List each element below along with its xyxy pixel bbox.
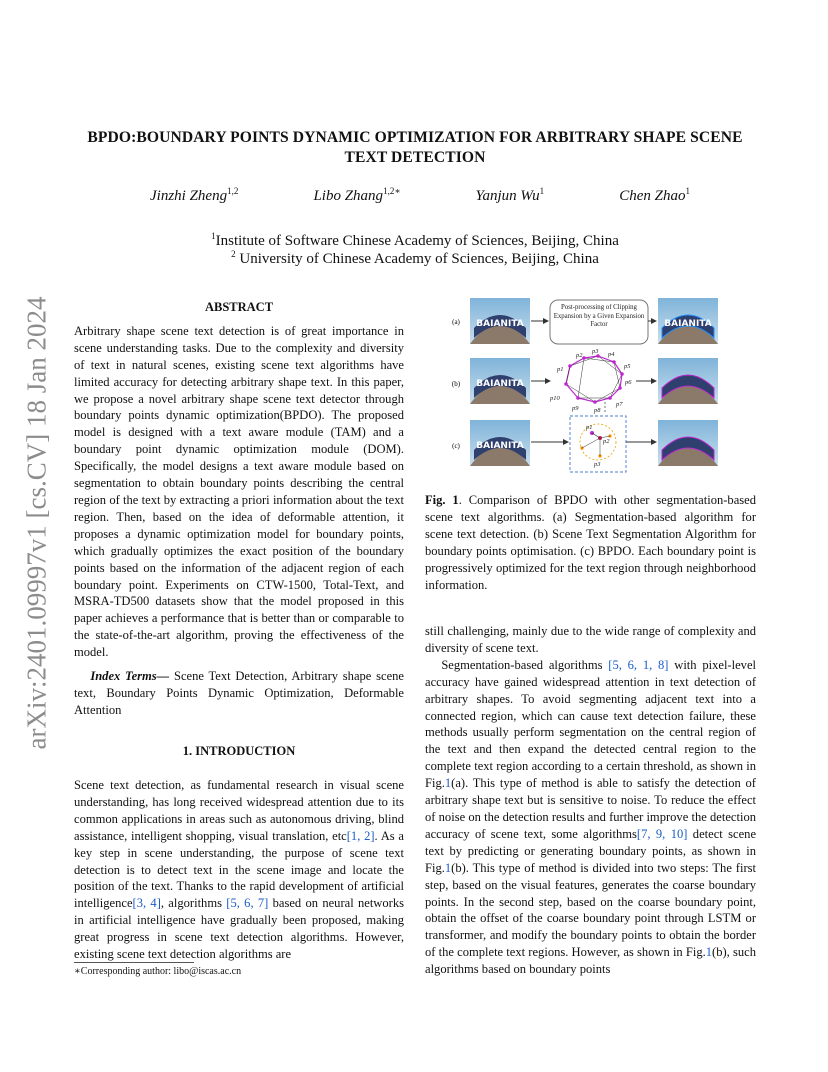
citation-link[interactable]: [5, 6, 1, 8]: [608, 657, 669, 672]
scene-image-a-left: [470, 298, 530, 344]
abstract-text: Arbitrary shape scene text detection is of great importance in scene understanding tasks. Due to the complexity and diversity of text in natural scenes, existing scene text algorithms have limited accuracy for detecting arbitrary shape text. In this paper, we propose a novel arbitrary shape scene text detector through boundary points dynamic optimization(BPDO). The proposed model is designed with a text aware module (TAM) and a boundary point dynamic optimization module (DOM). Specifically, the model designs a text aware module based on segmentation to obtain boundary points describing the central region of the text by extracting a priori information about the text region. Then, based on the idea of deformable attention, it proposes a dynamic optimization model for boundary points, which gradually optimizes the exact position of the boundary points based on the information of the adjacent region of each boundary point. Experiments on CTW-1500, Total-Text, and MSRA-TD500 datasets show that the model proposed in this paper achieves a performance that is better than or comparable to the state-of-the-art algorithm, proving the effectiveness of the model.: [74, 323, 404, 660]
footnote-rule: [74, 962, 194, 963]
boundary-polygon: [549, 348, 632, 414]
arxiv-sidebar: [12, 288, 62, 758]
svg-text:p1: p1: [586, 424, 593, 431]
author: Yanjun Wu$^1$: [475, 186, 545, 204]
paper-title: [70, 128, 760, 168]
abstract-heading: ABSTRACT: [204, 300, 274, 314]
title-line-2: TEXT DETECTION: [344, 149, 486, 166]
figure-1-diagram: [430, 296, 760, 476]
figure-ref-link[interactable]: 1: [705, 945, 713, 960]
scene-image-b-left: [470, 358, 530, 404]
svg-text:BAIANITA: BAIANITA: [476, 441, 524, 451]
svg-text:p2: p2: [603, 438, 610, 445]
row-label-c: (c): [452, 442, 460, 450]
svg-text:p3: p3: [594, 461, 601, 468]
process-box-label: Post-processing of Clipping Expansion by a Given Expansion Factor: [553, 304, 645, 328]
scene-image-c-right: [658, 420, 718, 466]
citation-link[interactable]: [1, 2]: [346, 828, 375, 843]
svg-text:p1: p1: [557, 366, 564, 373]
scene-image-b-right: [658, 358, 718, 404]
svg-text:p7: p7: [616, 401, 623, 408]
title-line-1: BPDO:BOUNDARY POINTS DYNAMIC OPTIMIZATION FOR ARBITRARY SHAPE SCENE: [87, 129, 743, 146]
figure-ref-link[interactable]: 1: [444, 776, 452, 791]
index-terms: Index Terms— Scene Text Detection, Arbitrary shape scene text, Boundary Points Dynamic Optimization, Deformable Attention: [74, 669, 404, 717]
citation-link[interactable]: [3, 4]: [132, 896, 161, 911]
author: Chen Zhao$^1$: [619, 186, 690, 204]
svg-text:p6: p6: [625, 379, 632, 386]
footnote: ∗Corresponding author: libo@iscas.ac.cn: [74, 966, 242, 977]
author-list: [150, 186, 690, 205]
figure-ref-link[interactable]: 1: [444, 860, 452, 875]
svg-text:p9: p9: [572, 405, 579, 412]
arxiv-id: arXiv:2401.09997v1 [cs.CV] 18 Jan 2024: [21, 296, 52, 750]
svg-text:p8: p8: [594, 407, 601, 414]
svg-text:p4: p4: [608, 351, 615, 358]
svg-text:p3: p3: [592, 348, 599, 355]
svg-text:BAIANITA: BAIANITA: [664, 319, 712, 329]
row-label-b: (b): [451, 380, 461, 388]
row-label-a: (a): [452, 318, 460, 326]
affiliation: $^1$Institute of Software Chinese Academy of Sciences, Beijing, China: [211, 231, 619, 249]
scene-image-a-right: [658, 298, 718, 344]
scene-image-c-left: [470, 420, 530, 466]
abstract-section: [74, 299, 404, 719]
svg-text:BAIANITA: BAIANITA: [476, 379, 524, 389]
svg-text:p10: p10: [550, 395, 560, 402]
citation-link[interactable]: [5, 6, 7]: [226, 896, 269, 911]
affiliation: $^2$ University of Chinese Academy of Sciences, Beijing, China: [231, 249, 599, 267]
svg-text:BAIANITA: BAIANITA: [476, 319, 524, 329]
author: Libo Zhang$^{1,2∗}$: [313, 186, 401, 204]
citation-link[interactable]: [7, 9, 10]: [636, 826, 688, 841]
intro-text: Scene text detection, as fundamental research in visual scene understanding, has long received widespread attention due to its common applications in areas such as autonomous driving, blind assistance, intelligent shopping, visual translation, etc[1, 2]. As a key step in scene understanding, the purpose of scene text detection is to detect text in the scene image and locate the position of the text. Thanks to the rapid development of artificial intelligence[3, 4], algorithms [5, 6, 7] based on neural networks in artificial intelligence have gradually been proposed, making great progress in scene text detection algorithms. However, existing scene text detection algorithms are: [74, 778, 404, 962]
svg-text:p2: p2: [576, 352, 583, 359]
figure-1: [430, 296, 760, 476]
figure-caption: Fig. 1. Comparison of BPDO with other segmentation-based scene text algorithms. (a) Segmentation-based algorithm for scene text detection. (b) Scene Text Segmentation Algorithm for boundary points optimisation. (c) BPDO. Each boundary point is progressively optimized for the text region through neighborhood information.: [425, 493, 756, 592]
intro-continued: still challenging, mainly due to the wide range of complexity and diversity of scene text. Segmentation-based algorithms [5, 6, 1, 8] with pixel-level accuracy have gained widespread attention in text detection of arbitrary shapes. To avoid segmenting adjacent text into a connected region, which can cause text detection failure, these methods usually perform segmentation on the central region of the text and then expand the detected central region to the complete text region according to a certain threshold, as shown in Fig.1(a). This type of method is able to satisfy the detection of arbitrary shape text but is sensitive to noise. To reduce the effect of noise on the detection results and further improve the detection accuracy of scene text, some algorithms[7, 9, 10] detect scene text by predicting or generating boundary points, as shown in Fig.1(b). This type of method is divided into two steps: The first step, based on the visual features, generates the coarse boundary points. In the second step, based on the coarse boundary point, obtain the offset of the coarse boundary point through LSTM or transformer, and modify the boundary points to obtain the border of the complete text regions. However, as shown in Fig.1(b), such algorithms based on boundary points: [425, 624, 757, 977]
intro-heading: 1. INTRODUCTION: [182, 744, 296, 758]
svg-text:p5: p5: [624, 363, 631, 370]
author: Jinzhi Zheng$^{1,2}$: [150, 186, 239, 204]
